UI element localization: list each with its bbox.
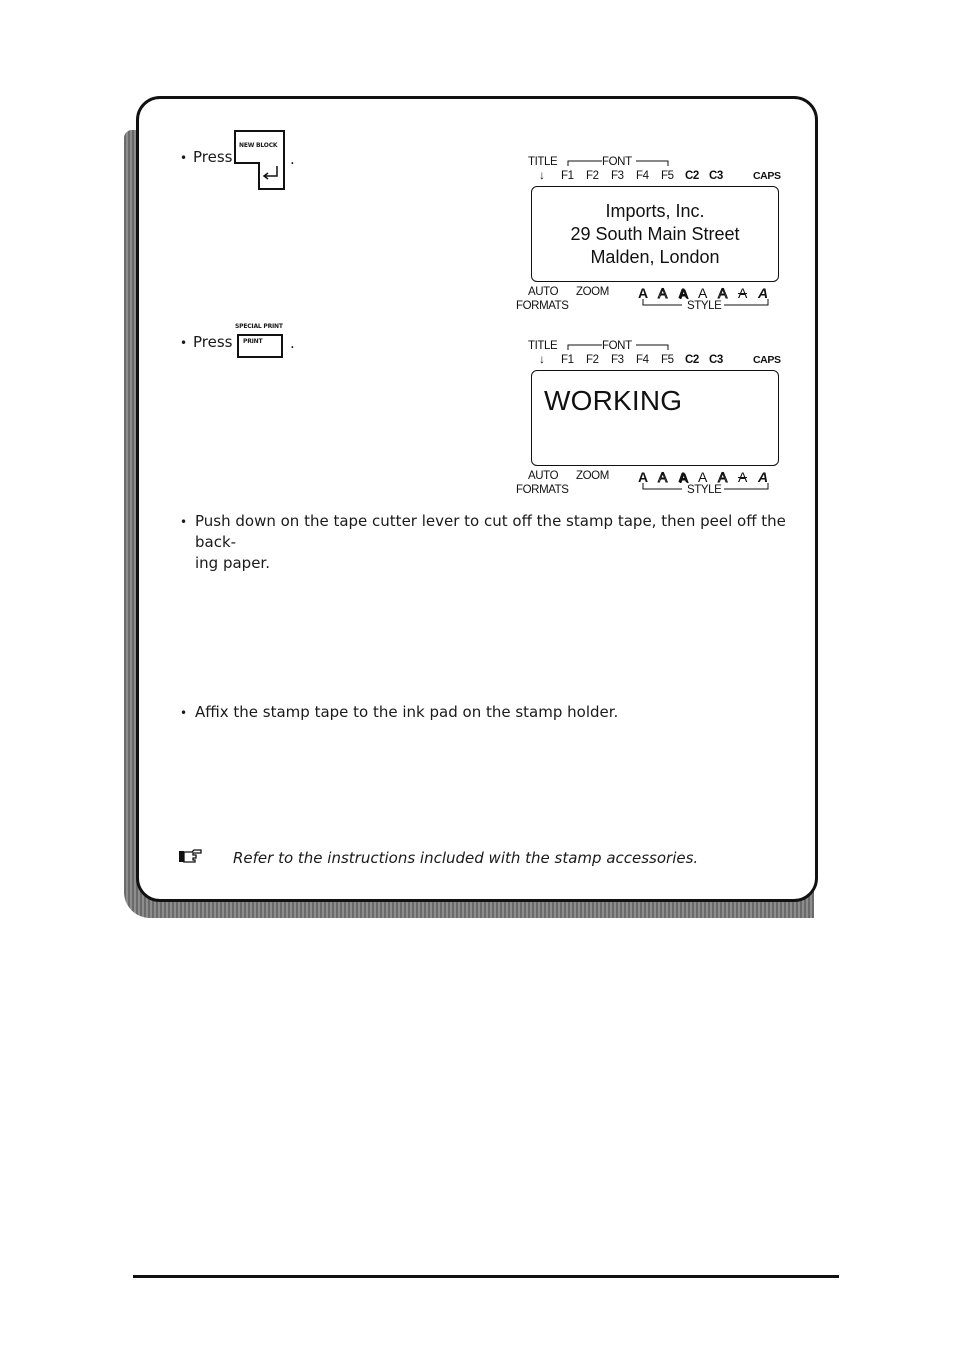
caps-label: CAPS — [753, 354, 781, 366]
style-shadow-glyph: A — [678, 285, 688, 301]
title-label: TITLE — [528, 156, 558, 168]
special-print-caption: SPECIAL PRINT — [235, 323, 283, 330]
step-3-line-1: Push down on the tape cutter lever to cut off the stamp tape, then peel off the back- — [195, 512, 786, 551]
new-block-key — [233, 130, 285, 190]
style-outline-glyph: A — [658, 469, 667, 485]
pointing-hand-icon — [178, 848, 202, 864]
step-3-line-2: ing paper. — [195, 554, 270, 572]
style-italic-glyph: A — [758, 469, 768, 485]
zoom-label: ZOOM — [576, 286, 609, 298]
footer-rule — [133, 1275, 839, 1278]
style-shadow-glyph: A — [678, 469, 688, 485]
style-label: STYLE — [687, 300, 722, 312]
f5-label: F5 — [661, 354, 674, 366]
style-thin-glyph: A — [698, 285, 707, 301]
step-2-period: . — [290, 334, 295, 352]
lcd-1-screen — [531, 186, 779, 282]
step-1-bullet: • — [180, 151, 188, 165]
f3-label: F3 — [611, 354, 624, 366]
style-italic-glyph: A — [758, 285, 768, 301]
title-down-arrow-icon: ↓ — [539, 352, 545, 366]
style-normal-glyph: A — [638, 285, 648, 301]
style-outline-shadow-glyph: A — [718, 285, 727, 301]
step-4-text — [195, 702, 795, 723]
lcd-1-line-3: Malden, London — [590, 247, 720, 267]
style-strike-glyph: A — [738, 469, 747, 485]
zoom-label: ZOOM — [576, 470, 609, 482]
step-3-bullet: • — [180, 515, 188, 529]
f1-label: F1 — [561, 170, 574, 182]
style-strike-glyph: A — [738, 285, 747, 301]
lcd-1-line-2: 29 South Main Street — [570, 224, 740, 244]
f4-label: F4 — [636, 170, 649, 182]
f5-label: F5 — [661, 170, 674, 182]
c3-label: C3 — [709, 354, 723, 366]
print-key-caption: PRINT — [243, 338, 263, 345]
style-outline-shadow-glyph: A — [718, 469, 727, 485]
title-label: TITLE — [528, 340, 558, 352]
c3-label: C3 — [709, 170, 723, 182]
f2-label: F2 — [586, 354, 599, 366]
step-2-label: Press — [193, 333, 233, 351]
formats-label: FORMATS — [516, 484, 569, 496]
style-label: STYLE — [687, 484, 722, 496]
print-key-face — [237, 334, 283, 358]
c2-label: C2 — [685, 354, 699, 366]
f2-label: F2 — [586, 170, 599, 182]
f4-label: F4 — [636, 354, 649, 366]
f3-label: F3 — [611, 170, 624, 182]
lcd-1-line-1: Imports, Inc. — [605, 201, 705, 221]
step-4-line-1: Affix the stamp tape to the ink pad on the stamp holder. — [195, 703, 619, 721]
step-3-text — [195, 511, 795, 574]
step-2-bullet: • — [180, 336, 188, 350]
title-down-arrow-icon: ↓ — [539, 168, 545, 182]
lcd-2-screen — [531, 370, 779, 466]
auto-label: AUTO — [528, 470, 559, 482]
caps-label: CAPS — [753, 170, 781, 182]
step-1-label: Press — [193, 148, 233, 166]
c2-label: C2 — [685, 170, 699, 182]
style-thin-glyph: A — [698, 469, 707, 485]
print-key — [235, 323, 287, 361]
style-outline-glyph: A — [658, 285, 667, 301]
step-4-bullet: • — [180, 706, 188, 720]
font-label: FONT — [602, 156, 632, 168]
enter-key-shape-icon — [233, 130, 285, 190]
font-label: FONT — [602, 340, 632, 352]
style-normal-glyph: A — [638, 469, 648, 485]
step-1-period: . — [290, 150, 295, 168]
note-text: Refer to the instructions included with the stamp accessories. — [233, 849, 699, 867]
f1-label: F1 — [561, 354, 574, 366]
formats-label: FORMATS — [516, 300, 569, 312]
auto-label: AUTO — [528, 286, 559, 298]
new-block-key-caption: NEW BLOCK — [239, 142, 278, 149]
lcd-2-working-text: WORKING — [544, 385, 683, 416]
